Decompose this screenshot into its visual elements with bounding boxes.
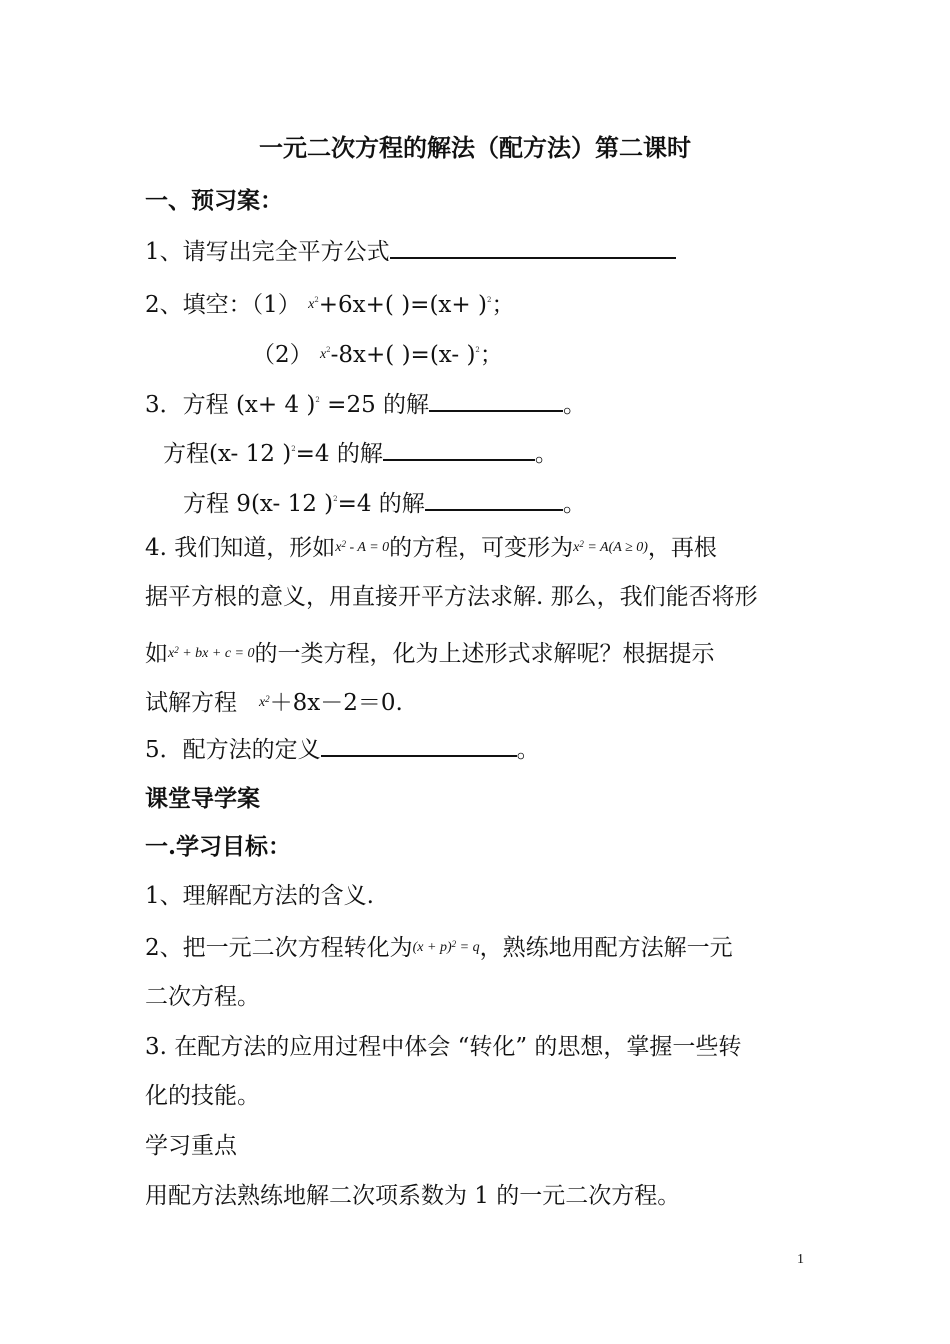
equation-text: =25 的解	[319, 392, 430, 418]
goals-heading: 一.学习目标：	[145, 833, 292, 860]
focus-text: 用配方法熟练地解二次项系数为 1 的一元二次方程。	[145, 1183, 681, 1209]
exponent: 2	[291, 445, 296, 453]
paragraph-text: 2、把一元二次方程转化为	[145, 935, 413, 961]
equation-text: 方程 9(x- 12 )	[183, 491, 334, 517]
question-3-line-2	[163, 434, 558, 469]
punctuation: 。	[534, 441, 558, 467]
question-5-text: 5．配方法的定义	[145, 737, 321, 763]
question-2b-number: （2）	[252, 342, 313, 368]
answer-blank	[390, 235, 676, 259]
question-1	[145, 235, 676, 267]
question-4-line-3	[145, 635, 715, 669]
math-x: x	[319, 347, 327, 362]
goal-2-line-2: 二次方程。	[145, 984, 260, 1010]
punctuation: 。	[563, 392, 587, 418]
math-expression: - A = 0	[345, 540, 390, 555]
paragraph-text: ，熟练地用配方法解一元	[479, 935, 733, 961]
exponent: 2	[486, 296, 492, 304]
math-x: x	[335, 540, 342, 555]
question-2a-expression: +6x+( )=(x+ )	[318, 292, 487, 318]
paragraph-text: 的一类方程，化为上述形式求解呢？根据提示	[254, 641, 715, 667]
question-4-line-4	[145, 684, 403, 718]
preview-heading: 一、预习案：	[145, 187, 283, 214]
goal-3-line-1: 3. 在配方法的应用过程中体会 “转化” 的思想，掌握一些转	[145, 1034, 742, 1060]
math-expression: = q	[456, 940, 480, 955]
question-1-text: 1、请写出完全平方公式	[145, 239, 390, 265]
equation-text: =4 的解	[295, 441, 383, 467]
question-2-lead: 2、填空：	[145, 292, 252, 318]
exponent: 2	[341, 539, 346, 549]
paragraph-text: ＋8x－2＝0.	[269, 690, 403, 716]
goal-3-line-2: 化的技能。	[145, 1083, 260, 1109]
math-expression: + bx + c = 0	[178, 646, 255, 661]
question-3-line-3	[183, 484, 586, 519]
exponent: 2	[326, 346, 331, 354]
exponent: 2	[579, 539, 584, 549]
exponent: 2	[314, 296, 319, 304]
paragraph-text: 如	[145, 641, 168, 667]
class-heading: 课堂导学案	[145, 785, 260, 812]
punctuation: 。	[516, 737, 540, 763]
answer-blank	[383, 437, 535, 461]
paragraph-text: 试解方程	[145, 690, 237, 716]
paragraph-text: 的方程，可变形为	[389, 535, 574, 561]
question-2b-end: ；	[479, 342, 503, 368]
math-x: x	[258, 695, 266, 710]
question-5	[145, 733, 540, 765]
answer-blank	[425, 487, 563, 511]
exponent: 2	[265, 694, 270, 704]
math-x: x	[573, 540, 580, 555]
question-2a-number: （1）	[251, 292, 301, 318]
exponent: 2	[333, 495, 338, 503]
question-2b	[252, 335, 503, 370]
math-x: x	[168, 646, 175, 661]
math-x: x	[308, 297, 315, 312]
question-2a-end: ；	[491, 292, 515, 318]
punctuation: 。	[562, 491, 586, 517]
page-title: 一元二次方程的解法（配方法）第二课时	[259, 133, 691, 162]
answer-blank	[429, 388, 563, 412]
equation-text: =4 的解	[337, 491, 425, 517]
exponent: 2	[451, 939, 457, 949]
exponent: 2	[475, 346, 480, 354]
question-4-line-1	[145, 529, 717, 563]
question-4-line-2: 据平方根的意义，用直接开平方法求解. 那么，我们能否将形	[145, 584, 758, 610]
goal-1: 1、理解配方法的含义.	[145, 883, 374, 909]
equation-text: 方程(x- 12 )	[163, 441, 292, 467]
question-2a	[145, 285, 514, 320]
page-number: 1	[797, 1252, 804, 1267]
answer-blank	[321, 733, 517, 757]
focus-heading: 学习重点	[145, 1133, 237, 1159]
question-2b-expression: -8x+( )=(x- )	[330, 342, 476, 368]
math-expression: = A(A ≥ 0)	[583, 540, 648, 555]
equation-text: 3．方程 (x+ 4 )	[145, 392, 316, 418]
exponent: 2	[315, 396, 320, 404]
paragraph-text: ，再根	[647, 535, 717, 561]
goal-2-line-1	[145, 929, 733, 963]
exponent: 2	[174, 645, 179, 655]
paragraph-text: 4. 我们知道，形如	[145, 535, 336, 561]
math-expression: (x + p)	[412, 940, 452, 955]
question-3-line-1	[145, 385, 586, 420]
